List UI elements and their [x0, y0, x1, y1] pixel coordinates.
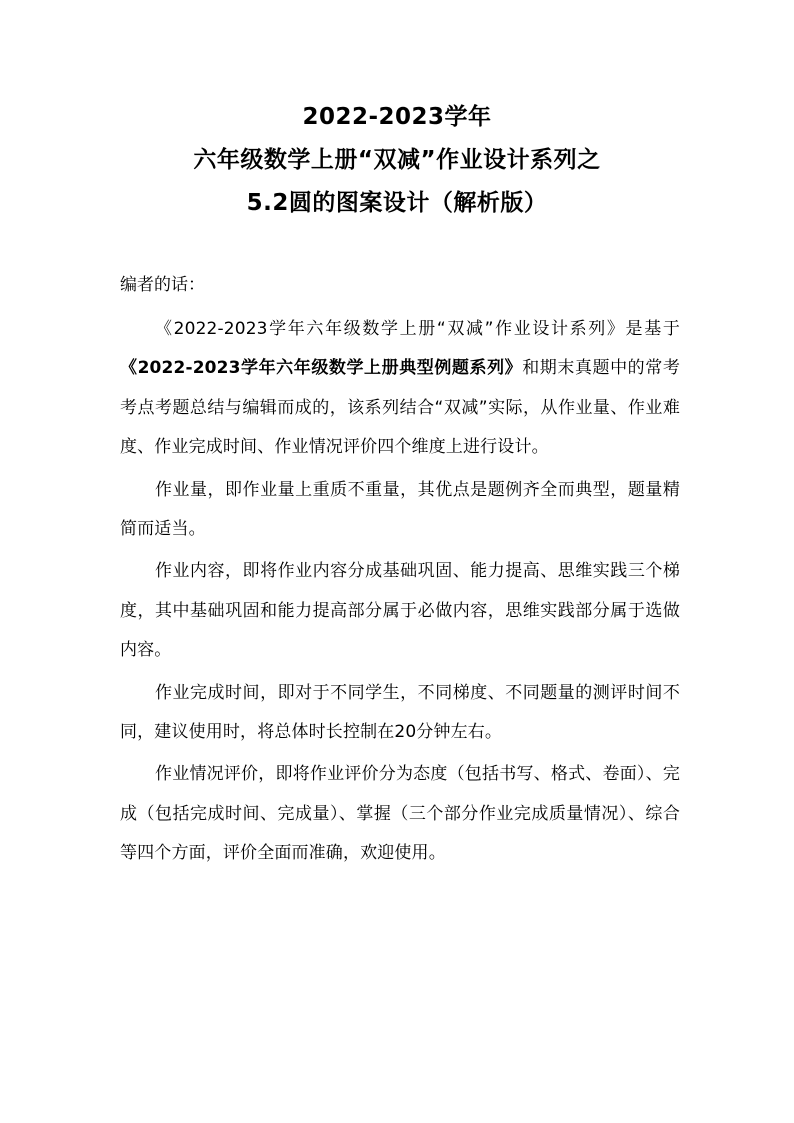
title-line-series: 六年级数学上册“双减”作业设计系列之 — [193, 147, 601, 173]
document-title — [0, 96, 794, 225]
title-line-year: 2022-2023学年 — [302, 104, 492, 130]
paragraph-evaluation: 作业情况评价，即将作业评价分为态度（包括书写、格式、卷面）、完成（包括完成时间、完成量）、掌握（三个部分作业完成质量情况）、综合等四个方面，评价全面而准确，欢迎使用。 — [120, 764, 680, 864]
paragraph-intro-suffix: 和期末真题中的常考考点考题总结与编辑而成的，该系列结合“双减”实际，从作业量、作业难度、作业完成时间、作业情况评价四个维度上进行设计。 — [120, 358, 680, 458]
paragraph-completion-time: 作业完成时间，即对于不同学生，不同梯度、不同题量的测评时间不同，建议使用时，将总体时长控制在20分钟左右。 — [120, 682, 680, 743]
editor-note-label: 编者的话： — [120, 275, 205, 295]
paragraph-intro-bold-title: 《2022-2023学年六年级数学上册典型例题系列》 — [120, 358, 523, 379]
editor-note-body — [120, 310, 680, 877]
title-line-lesson: 5.2圆的图案设计（解析版） — [246, 190, 548, 216]
paragraph-intro-prefix: 《2022-2023学年六年级数学上册“双减”作业设计系列》是基于 — [155, 319, 680, 339]
paragraph-content: 作业内容，即将作业内容分成基础巩固、能力提高、思维实践三个梯度，其中基础巩固和能力提高部分属于必做内容，思维实践部分属于选做内容。 — [120, 561, 680, 661]
paragraph-workload: 作业量，即作业量上重质不重量，其优点是题例齐全而典型，题量精简而适当。 — [120, 479, 680, 540]
paragraph-series-intro — [120, 310, 680, 468]
